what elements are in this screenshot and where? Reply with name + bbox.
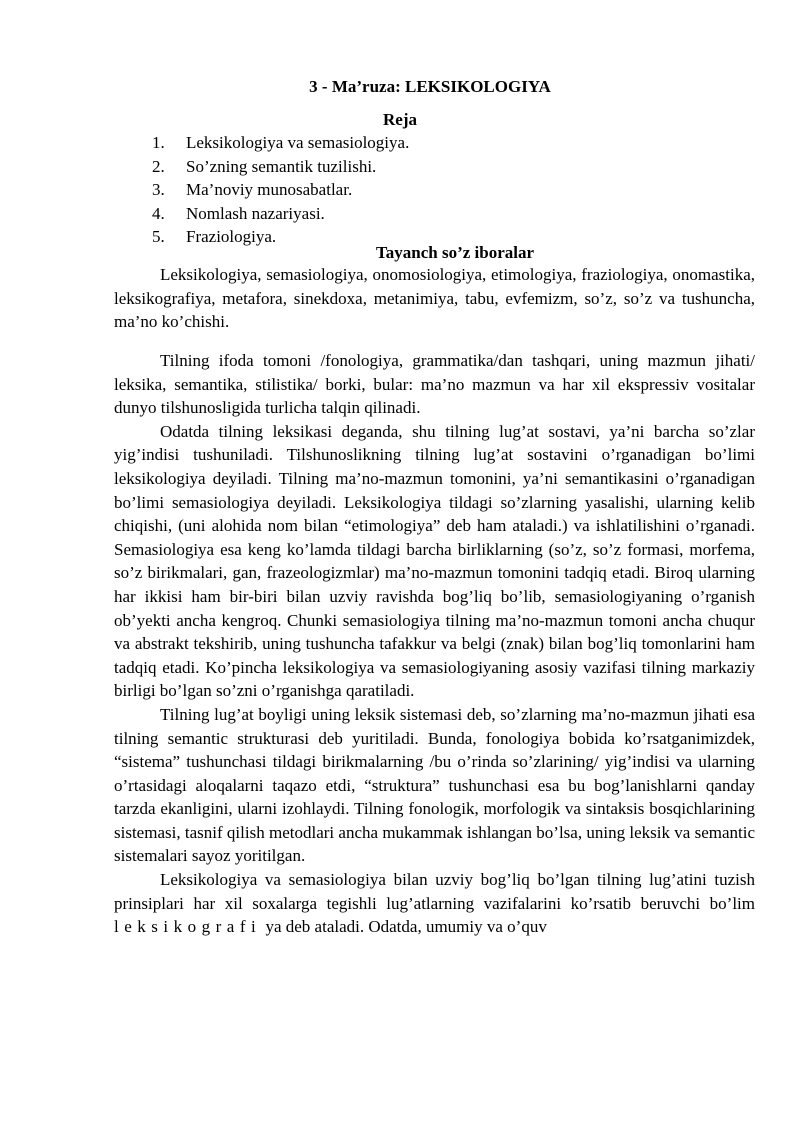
plan-item-text: Ma’noviy munosabatlar. bbox=[186, 180, 353, 199]
plan-item-text: So’zning semantik tuzilishi. bbox=[186, 156, 377, 176]
plan-item-text: Nomlash nazariyasi. bbox=[186, 203, 325, 223]
plan-item-number: 2. bbox=[152, 156, 165, 176]
paragraph-text: Leksikologiya va semasiologiya bilan uzviy bog’liq bo’lgan tilning lug’atini tuzish prinsiplari har xil soxalarga tegishli lug’atlarning vazifalarini ko’rsatib beruvchi bo’lim bbox=[114, 870, 755, 913]
lecture-title: 3 - Ma’ruza: LEKSIKOLOGIYA bbox=[309, 77, 551, 96]
plan-item-number: 1. bbox=[152, 133, 165, 152]
plan-item bbox=[152, 131, 409, 155]
plan-item bbox=[152, 155, 409, 179]
plan-item bbox=[152, 202, 409, 226]
paragraph-text: ya deb ataladi. Odatda, umumiy va o’quv bbox=[261, 917, 547, 937]
plan-heading: Reja bbox=[383, 110, 417, 129]
plan-item bbox=[152, 178, 409, 202]
paragraph: Tilning ifoda tomoni /fonologiya, grammatika/dan tashqari, uning mazmun jihati/ leksika, semantika, stilistika/ borki, bular: ma’no mazmun va har xil ekspressiv vositalar dunyo tilshunosligida turlicha talqin qilinadi. bbox=[114, 351, 755, 418]
spaced-term: leksikografi bbox=[114, 917, 262, 937]
keywords-heading: Tayanch so’z iboralar bbox=[375, 243, 535, 262]
paragraph bbox=[114, 868, 755, 939]
plan-list bbox=[152, 131, 409, 249]
main-text bbox=[114, 349, 755, 939]
paragraph: Tilning lug’at boyligi uning leksik sistemasi deb, so’zlarning ma’no-mazmun jihati esa tilning semantic strukturasi deb yuritiladi. Bunda, fonologiya bobida ko’rsatganimizdek, “sistema” tushunchasi tildagi birikmalarning /bu o’rinda so’zlarining/ yig’indisi va ularning o’rtasidagi aloqalarni taqazo etdi, “struktura” tushunchasi esa bu bog’lanishlarni qanday tarzda ekanligini, ularni izohlaydi. Tilning fonologik, morfologik va sintaksis bosqichlarining sistemasi, tasnif qilish metodlari ancha mukammak ishlangan bo’lsa, uning leksik va semantic sistemalari sayoz yoritilgan. bbox=[114, 704, 755, 866]
keywords-paragraph: Leksikologiya, semasiologiya, onomosiologiya, etimologiya, fraziologiya, onomastika, leksikografiya, metafora, sinekdoxa, metanimiya, tabu, evfemizm, so’z, so’z va tushuncha, ma’no ko’chishi. bbox=[114, 265, 755, 332]
plan-item-number: 5. bbox=[152, 227, 165, 246]
plan-item-text: Leksikologiya va semasiologiya. bbox=[186, 133, 410, 152]
paragraph: Odatda tilning leksikasi deganda, shu tilning lug’at sostavi, ya’ni barcha so’zlar yig’indisi tushuniladi. Tilshunoslikning tilning lug’at sostavini o’rganadigan bo’limi leksikologiya deyiladi. Tilning ma’no-mazmun tomonini, ya’ni semantikasini o’rganadigan bo’limi semasiologiya deyiladi. Leksikologiya tildagi so’zlarning yasalishi, ularning kelib chiqishi, (uni alohida nom bilan “etimologiya” deb ham ataladi.) va ishlatilishini o’rganadi. Semasiologiya esa keng ko’lamda tildagi barcha birliklarning (so’z, so’z formasi, morfema, so’z birikmalari, gan, frazeologizmlar) ma’no-mazmun tomonini tadqiq etadi. Biroq ularning har ikkisi ham bir-biri bilan uzviy ravishda bog’liq bo’lib, semasiologiyaning o’rganish ob’yekti ancha kengroq. Chunki semasiologiya tilning ma’no-mazmun tomoni ancha chuqur va abstrakt tekshirib, uning tushuncha tafakkur va belgi (znak) bilan bog’liq tomonlarini ham tadqiq etadi. Ko’pincha leksikologiya va semasiologiyaning asosiy vazifasi tilning markaziy birligi bo’lgan so’zni o’rganishga qaratiladi. bbox=[114, 421, 755, 701]
plan-item-number: 4. bbox=[152, 203, 165, 223]
plan-item-number: 3. bbox=[152, 180, 165, 199]
plan-item-text: Fraziologiya. bbox=[186, 227, 277, 246]
keywords-block bbox=[114, 263, 755, 334]
